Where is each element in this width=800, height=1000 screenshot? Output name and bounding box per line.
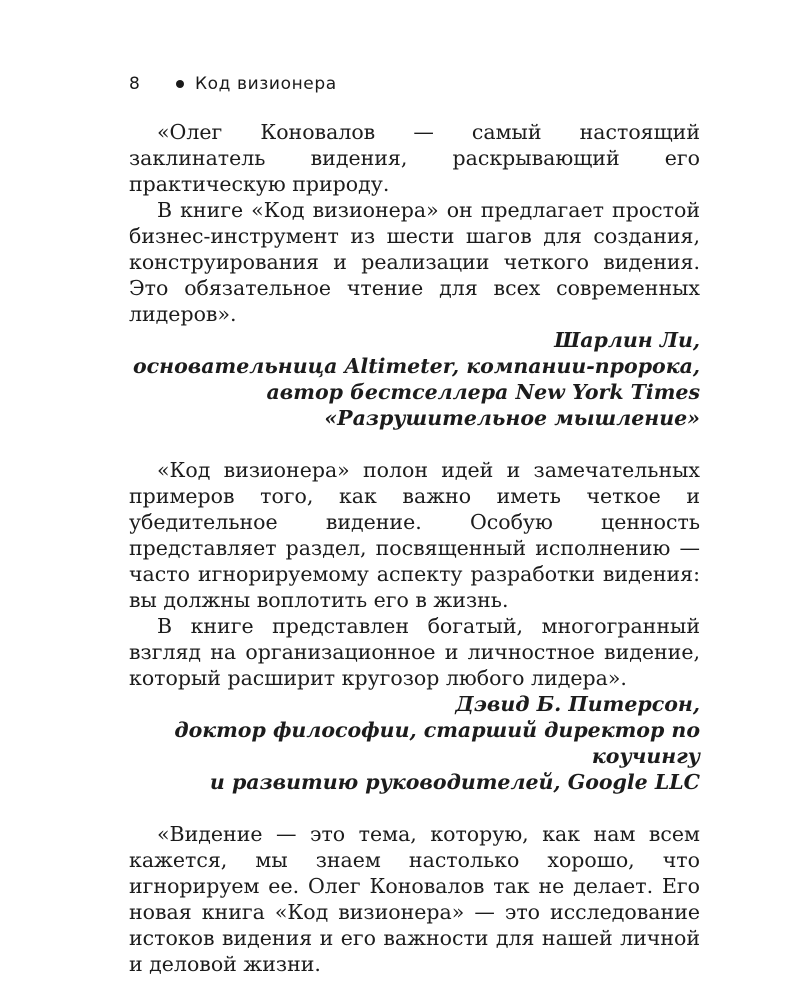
- page-number: 8: [129, 74, 141, 94]
- blurb-2: [129, 457, 700, 795]
- running-header: [129, 70, 337, 98]
- bullet-separator: [176, 80, 184, 88]
- attribution-line: и развитию руководителей, Google LLC: [209, 770, 700, 794]
- book-title: Код визионера: [195, 74, 337, 94]
- attribution-line: основательница Altimeter, компании-пророка,: [133, 354, 700, 378]
- blurb-spacer: [129, 795, 700, 821]
- blurb-3: [129, 821, 700, 977]
- blurb-1: [129, 119, 700, 431]
- blurb-paragraph: В книге представлен богатый, многогранный взгляд на организационное и личностное видение, который расширит кругозор любого лидера».: [129, 614, 700, 690]
- attribution-line: доктор философии, старший директор по коучингу: [174, 718, 700, 768]
- attribution-line: «Разрушительное мышление»: [324, 406, 700, 430]
- attribution-line: Дэвид Б. Питерсон,: [455, 692, 700, 716]
- blurb-paragraph: «Код визионера» полон идей и замечательных примеров того, как важно иметь четкое и убедительное видение. Особую ценность представляет раздел, посвященный исполнению — часто игнорируемому аспекту разработки видения: вы должны воплотить его в жизнь.: [129, 458, 700, 612]
- attribution-line: Шарлин Ли,: [554, 328, 700, 352]
- attribution-line: автор бестселлера New York Times: [266, 380, 700, 404]
- blurb-paragraph: «Олег Коновалов — самый настоящий заклинатель видения, раскрывающий его практическую природу.: [129, 120, 700, 196]
- blurb-spacer: [129, 431, 700, 457]
- blurb-paragraph: «Видение — это тема, которую, как нам всем кажется, мы знаем настолько хорошо, что игнорируем ее. Олег Коновалов так не делает. Его новая книга «Код визионера» — это исследование истоков видения и его важности для нашей личной и деловой жизни.: [129, 822, 700, 976]
- blurb-paragraph: В книге «Код визионера» он предлагает простой бизнес-инструмент из шести шагов для создания, конструирования и реализации четкого видения. Это обязательное чтение для всех современных лидеров».: [129, 198, 700, 326]
- blurbs-text: [129, 119, 700, 977]
